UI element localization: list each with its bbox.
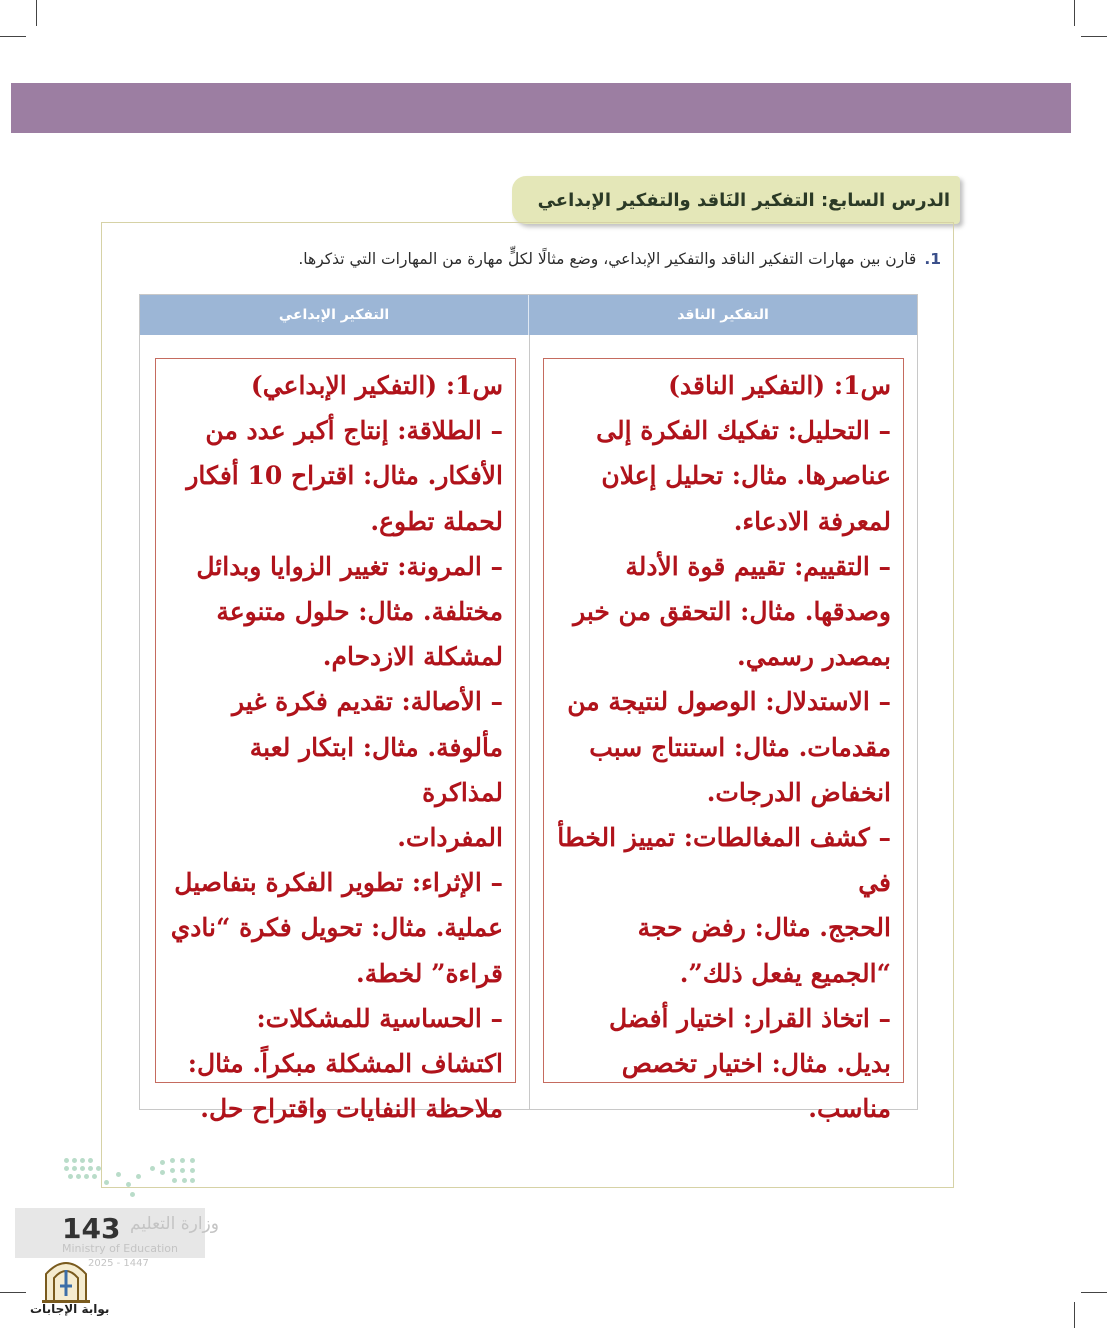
answer-line: س1: (التفكير الناقد) xyxy=(668,371,891,400)
crop-mark xyxy=(36,0,37,26)
answer-line: المفردات. xyxy=(397,823,503,853)
crop-mark xyxy=(0,1292,26,1293)
answer-line: بديل. مثال: اختيار تخصص xyxy=(621,1049,891,1079)
answer-line: الحجج. مثال: رفض حجة xyxy=(637,913,891,943)
crop-mark xyxy=(0,36,26,37)
answer-line: ملاحظة النفايات واقتراح حل. xyxy=(200,1094,503,1124)
answer-line: – الإثراء: تطوير الفكرة بتفاصيل xyxy=(174,868,503,898)
answer-line: مناسب. xyxy=(808,1094,891,1124)
answer-line: – التقييم: تقييم قوة الأدلة xyxy=(625,551,891,581)
question-text: قارن بين مهارات التفكير الناقد والتفكير الإبداعي، وضع مثالًا لكلٍّ مهارة من المهارات التي تذكرها. xyxy=(298,250,917,268)
crop-mark xyxy=(1074,1302,1075,1328)
answer-line: – الاستدلال: الوصول لنتيجة من xyxy=(567,687,891,717)
answer-line: لمعرفة الادعاء. xyxy=(733,506,891,536)
answer-line: لحملة تطوع. xyxy=(370,506,503,536)
answer-line: – اتخاذ القرار: اختيار أفضل xyxy=(608,1003,891,1033)
crop-mark xyxy=(1074,0,1075,26)
answer-line: مقدمات. مثال: استنتاج سبب xyxy=(589,732,891,762)
answer-line: لمشكلة الازدحام. xyxy=(322,642,503,672)
question xyxy=(181,250,941,268)
answer-line: – كشف المغالطات: تمييز الخطأ في xyxy=(557,823,891,898)
col-critical-header: التفكير الناقد xyxy=(677,307,769,323)
answer-line: الأفكار. مثال: اقتراح 10 أفكار xyxy=(186,461,503,491)
answer-line: عناصرها. مثال: تحليل إعلان xyxy=(601,461,891,491)
answer-line: بمصدر رسمي. xyxy=(736,642,891,672)
table-header xyxy=(140,295,917,335)
answer-line: – الأصالة: تقديم فكرة غير xyxy=(232,687,503,717)
answer-line: عملية. مثال: تحويل فكرة “نادي xyxy=(170,913,503,943)
col-creative-header: التفكير الإبداعي xyxy=(140,295,529,335)
answer-line: اكتشاف المشكلة مبكراً. مثال: xyxy=(187,1049,503,1079)
header-band xyxy=(11,83,1071,133)
ministry-name-ar: وزارة التعليم xyxy=(130,1214,219,1234)
site-logo-icon xyxy=(38,1256,94,1304)
creative-answer-box xyxy=(155,358,516,1124)
answer-line: – الحساسية للمشكلات: xyxy=(256,1003,503,1033)
ministry-logo-icon xyxy=(60,1150,200,1200)
answer-line: انخفاض الدرجات. xyxy=(706,777,891,807)
ministry-name-en: Ministry of Education xyxy=(62,1242,179,1255)
answer-line: – التحليل: تفكيك الفكرة إلى xyxy=(596,416,891,446)
critical-answer-box xyxy=(543,358,904,1124)
lesson-title: الدرس السابع: التفكير النَاقد والتفكير الإبداعي xyxy=(512,176,960,224)
site-name: بوابة الإجابات xyxy=(30,1302,110,1316)
page-number: 143 xyxy=(62,1212,121,1245)
ministry-year: 2025 - 1447 xyxy=(88,1258,149,1269)
answer-line: س1: (التفكير الإبداعي) xyxy=(250,371,503,400)
answer-line: وصدقها. مثال: التحقق من خبر xyxy=(573,597,891,627)
column-divider xyxy=(529,335,530,1109)
crop-mark xyxy=(1081,36,1107,37)
answer-line: قراءة” لخطة. xyxy=(356,958,503,988)
answer-line: مألوفة. مثال: ابتكار لعبة لمذاكرة xyxy=(249,732,503,807)
question-number: 1. xyxy=(924,250,941,268)
answer-line: مختلفة. مثال: حلول متنوعة xyxy=(216,597,503,627)
crop-mark xyxy=(1081,1292,1107,1293)
answer-line: – المرونة: تغيير الزوايا وبدائل xyxy=(196,551,503,581)
answer-line: “الجميع يفعل ذلك”. xyxy=(679,958,891,988)
answer-line: – الطلاقة: إنتاج أكبر عدد من xyxy=(205,416,503,446)
